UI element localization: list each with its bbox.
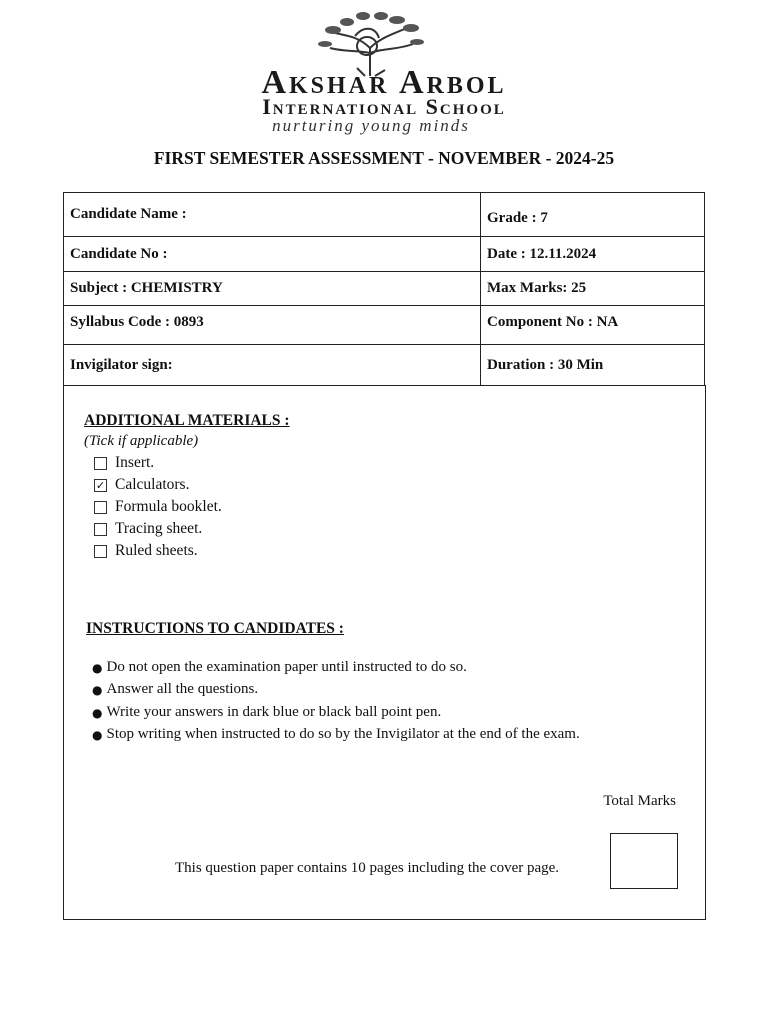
checkbox-icon[interactable] [94,501,107,514]
instruction-item [92,681,258,698]
max-marks-cell: Max Marks: 25 [481,272,705,306]
instruction-text: Answer all the questions. [106,681,259,697]
instruction-text: Do not open the examination paper until instructed to do so. [106,659,467,675]
duration-cell: Duration : 30 Min [481,345,705,386]
instruction-item [92,704,441,721]
candidate-name-cell[interactable]: Candidate Name : [64,193,481,237]
checkbox-icon[interactable] [94,545,107,558]
checkbox-icon[interactable] [94,457,107,470]
material-label: Tracing sheet. [115,520,203,537]
instructions-heading: INSTRUCTIONS TO CANDIDATES : [86,620,344,637]
instruction-item [92,659,467,676]
bullet-icon: ● [92,682,103,697]
table-row [64,306,705,345]
tick-note: (Tick if applicable) [84,433,199,449]
assessment-title: FIRST SEMESTER ASSESSMENT - NOVEMBER - 2024-25 [153,148,615,168]
grade-cell: Grade : 7 [481,193,705,237]
candidate-no-cell[interactable]: Candidate No : [64,237,481,272]
checked-checkbox-icon[interactable]: ✓ [95,478,106,492]
syllabus-code-cell: Syllabus Code : 0893 [64,306,481,345]
total-marks-box[interactable] [610,833,678,889]
invigilator-sign-cell[interactable]: Invigilator sign: [64,345,481,386]
material-item-formula-booklet[interactable] [94,498,222,516]
bullet-icon: ● [92,705,103,720]
total-marks-label: Total Marks [603,793,676,809]
school-logo [0,0,768,140]
material-item-tracing-sheet[interactable] [94,520,202,538]
candidate-info-table [63,192,705,386]
material-item-calculators[interactable] [94,476,189,494]
table-row [64,272,705,306]
pages-note: This question paper contains 10 pages including the cover page. [175,860,560,876]
table-row [64,237,705,272]
instruction-item [92,726,580,743]
school-tagline: nurturing young minds [272,116,470,135]
bullet-icon: ● [92,660,103,675]
school-subtitle: International School [262,94,506,119]
material-label: Insert. [115,454,155,471]
instruction-text: Write your answers in dark blue or black ball point pen. [106,704,442,720]
bullet-icon: ● [92,727,103,742]
table-row [64,193,705,237]
table-row [64,345,705,386]
material-label: Ruled sheets. [115,542,198,559]
school-name: Akshar Arbol [261,64,507,101]
material-label: Calculators. [115,476,190,493]
material-item-ruled-sheets[interactable] [94,542,198,560]
additional-materials-heading: ADDITIONAL MATERIALS : [84,412,290,429]
instruction-text: Stop writing when instructed to do so by the Invigilator at the end of the exam. [106,726,580,742]
material-item-insert[interactable] [94,454,154,472]
date-cell: Date : 12.11.2024 [481,237,705,272]
subject-cell: Subject : CHEMISTRY [64,272,481,306]
checkbox-icon[interactable] [94,523,107,536]
material-label: Formula booklet. [115,498,222,515]
component-no-cell: Component No : NA [481,306,705,345]
